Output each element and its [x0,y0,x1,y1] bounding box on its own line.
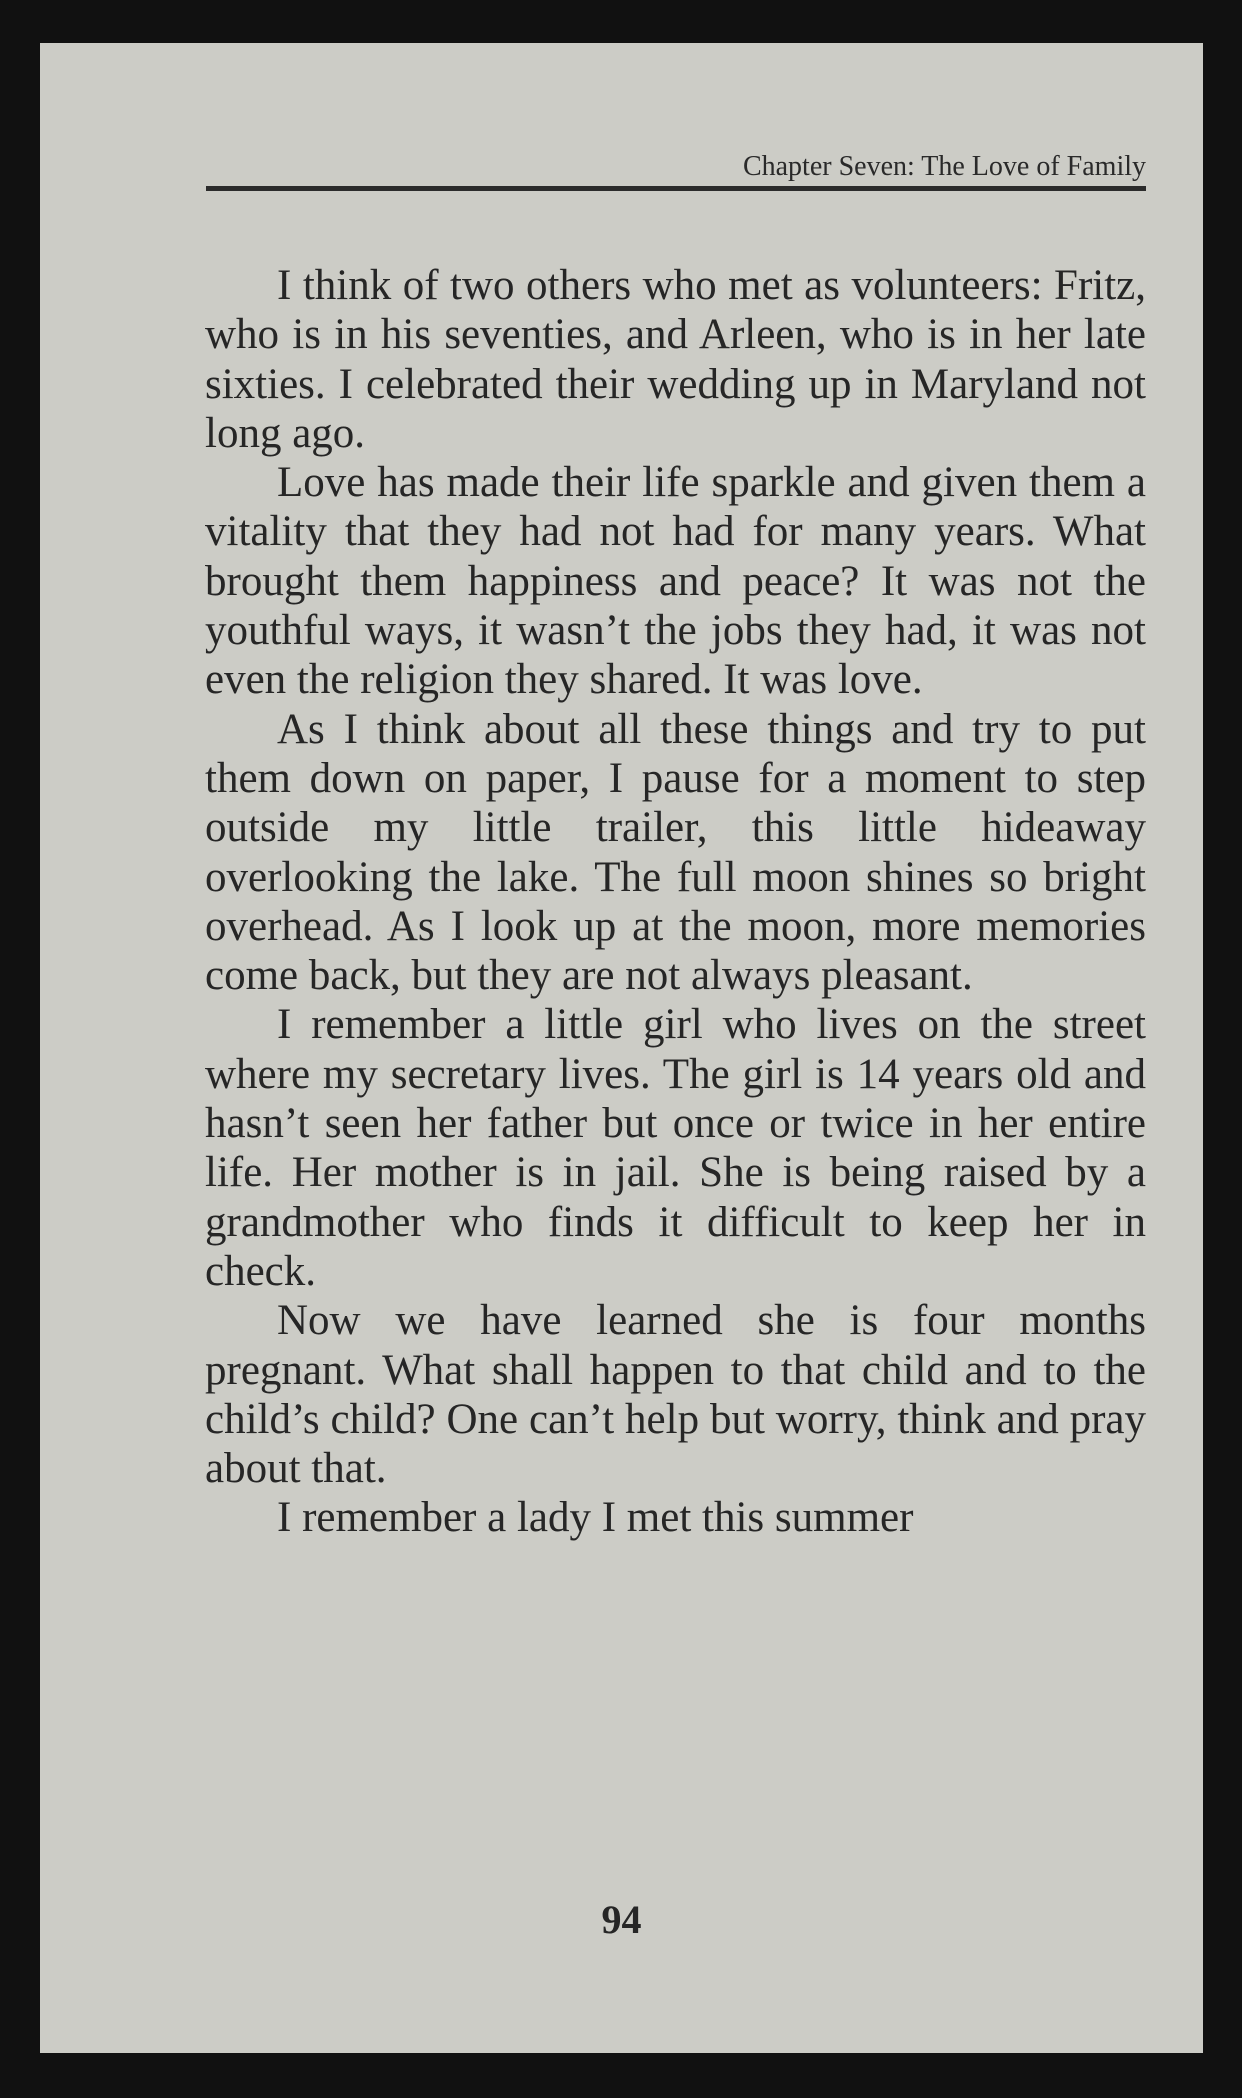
header-rule [206,186,1146,191]
paragraph-6: I remember a lady I met this summer [277,1494,914,1542]
page-number: 94 [601,1897,642,1942]
book-page [40,43,1203,2053]
paragraph-3: As I think about all these things and try to put them down on paper, I pause for a moment to step outside my little trailer, this little hideaway overlooking the lake. The full moon shines so bright overhead. As I look up at the moon, more memories come back, but they are not always pleasant. [205,705,1146,1000]
paragraph-1: I think of two others who met as volunteers: Fritz, who is in his seventies, and Arleen, who is in her late sixties. I celebrated their wedding up in Maryland not long ago. [205,262,1146,457]
paragraph-2: Love has made their life sparkle and given them a vitality that they had not had for many years. What brought them happiness and peace? It was not the youthful ways, it wasn’t the jobs they had, it was not even the religion they shared. It was love. [205,459,1146,704]
running-head: Chapter Seven: The Love of Family [742,151,1146,182]
body-text [205,261,1146,1543]
paragraph-4: I remember a little girl who lives on the street where my secretary lives. The girl is 14 years old and hasn’t seen her father but once or twice in her entire life. Her mother is in jail. She is being raised by a grandmother who finds it difficult to keep her in check. [205,1001,1146,1295]
paragraph-5: Now we have learned she is four months pregnant. What shall happen to that child and to the child’s child? One can’t help but worry, think and pray about that. [205,1297,1146,1493]
